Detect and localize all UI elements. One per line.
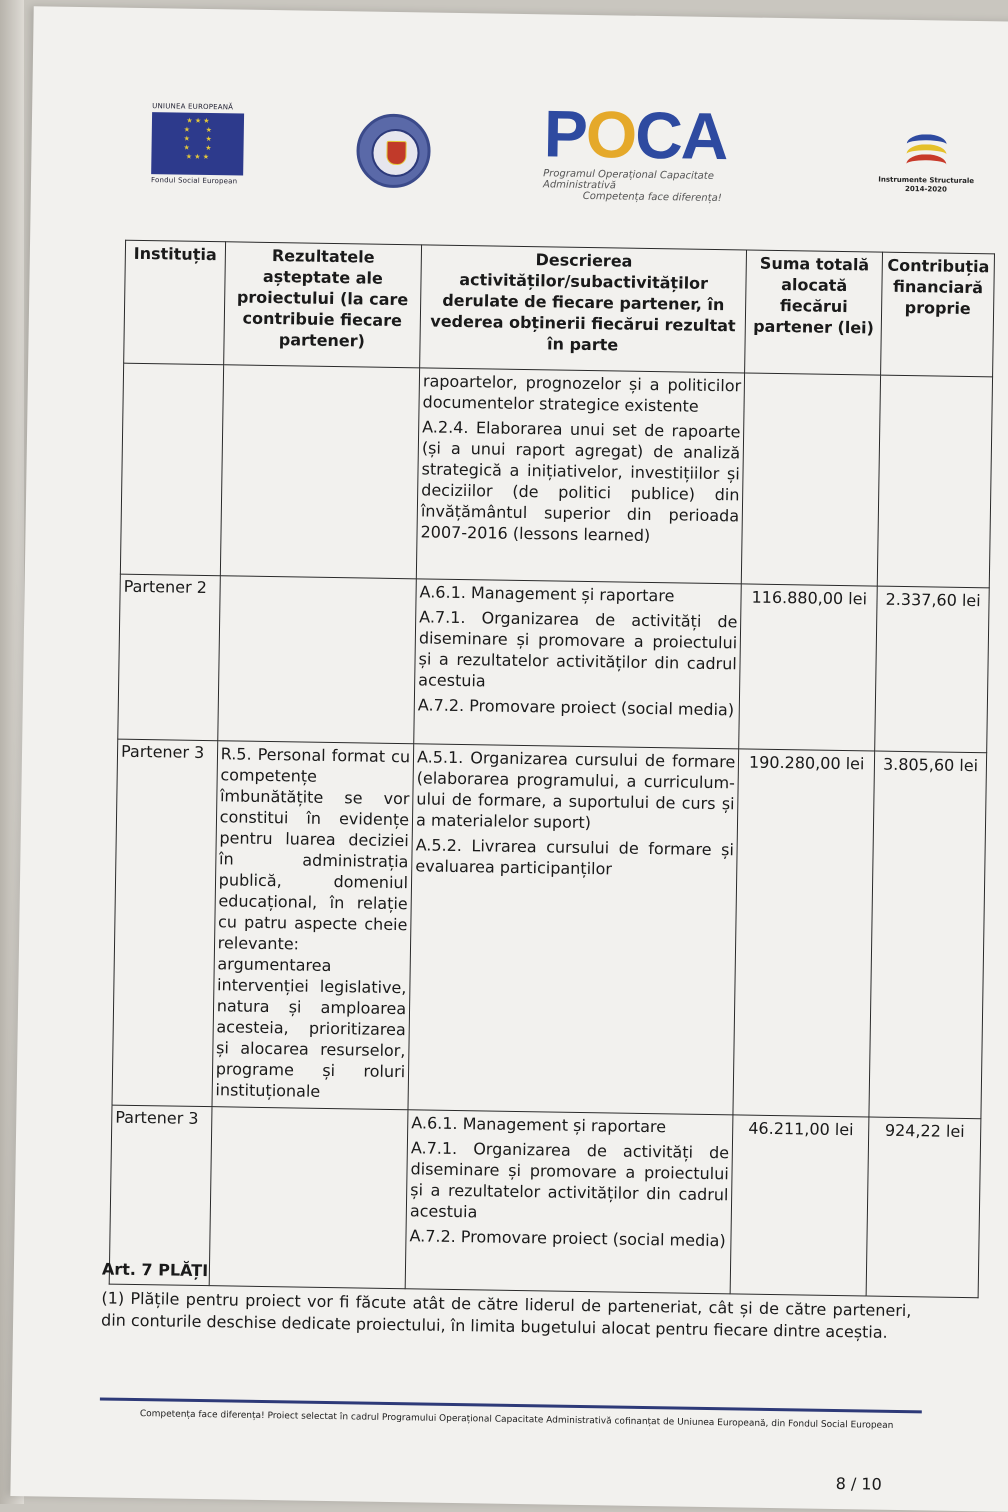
eu-logo	[151, 102, 250, 186]
activity-item: A.7.1. Organizarea de activități de diseminare și promovare a proiectului și a rezultatelor activităților din cadrul acestuia	[418, 607, 738, 691]
cell-result	[209, 1107, 408, 1289]
table-row	[120, 363, 992, 588]
poca-motto: Competența face diferența!	[582, 190, 722, 205]
activity-item: A.6.1. Management și raportare	[419, 582, 675, 606]
structural-instruments-logo	[871, 129, 982, 195]
cell-activities	[416, 368, 745, 584]
header-total-sum: Suma totală alocată fiecărui partener (lei)	[745, 250, 883, 375]
cell-result	[212, 741, 414, 1110]
article-paragraph: (1) Plățile pentru proiect vor fi făcute atât de către liderul de parteneriat, cât și de către parteneri, din conturile deschise dedicate proiectului, în limita bugetului alocat pentru fiecare dintre aceștia.	[100, 1288, 912, 1342]
result-text: R.5. Personal format cu competențe îmbunătățite se vor constitui în evidențe pentru luarea deciziei în administrația publică, domeniul educațional, în relație cu patru aspecte cheie relevante: argumentarea intervenției legislative, natura și amploarea acesteia, prioritizarea și alocarea resurselor, programe și roluri instituționale	[215, 744, 411, 1101]
table-header-row	[124, 240, 995, 377]
page-number: 8 / 10	[835, 1474, 882, 1494]
cell-activities	[408, 744, 739, 1115]
document-page	[10, 6, 1008, 1512]
activity-item: A.7.2. Promovare proiect (social media)	[409, 1226, 726, 1251]
footer-text: Competența face diferența! Proiect selectat în cadrul Programului Operațional Capacitate Administrativă cofinanțat de Uniunea Europeană, din Fondul Social European	[139, 1409, 894, 1431]
cell-institution: Partener 2	[118, 574, 220, 741]
cell-sum: 190.280,00 lei	[733, 749, 875, 1117]
cell-result	[217, 576, 416, 744]
activity-item: A.5.1. Organizarea cursului de formare (elaborarea programului, a curriculum-ului de formare, a suportului de curs și a materialelor suport)	[415, 747, 736, 833]
cell-institution: Partener 3	[109, 1105, 211, 1286]
is-years: 2014-2020	[905, 184, 947, 194]
cell-sum: 46.211,00 lei	[730, 1115, 869, 1296]
activity-item: A.6.1. Management și raportare	[411, 1113, 667, 1137]
cell-result	[220, 365, 420, 579]
table-row	[118, 574, 989, 753]
is-label: Instrumente Structurale	[878, 175, 975, 186]
table-row	[109, 1105, 981, 1298]
cell-institution	[120, 363, 223, 576]
activity-item: A.7.1. Organizarea de activități de diseminare și promovare a proiectului și a rezultatelor activităților din cadrul acestuia	[409, 1138, 730, 1222]
header-results: Rezultatele așteptate ale proiectului (la care contribuie fiecare partener)	[223, 242, 421, 368]
cell-contribution	[877, 375, 992, 588]
partners-budget-table	[109, 240, 995, 1299]
poca-wordmark: POCA	[543, 96, 728, 174]
cell-sum: 116.880,00 lei	[739, 584, 878, 751]
cell-contribution: 2.337,60 lei	[875, 586, 989, 753]
cell-activities	[405, 1110, 733, 1294]
poca-logo	[542, 96, 775, 205]
article-title: Art. 7 PLĂȚI	[101, 1259, 209, 1281]
eu-label: UNIUNEA EUROPEANĂ	[152, 102, 234, 112]
cell-contribution: 3.805,60 lei	[869, 751, 987, 1119]
activity-item: rapoartelor, prognozelor și a politicilor documentelor strategice existente	[422, 371, 742, 416]
header-description: Descrierea activităților/subactivităților derulate de fiecare partener, în vederea obținerii fiecărui rezultat în parte	[420, 245, 747, 373]
cell-activities	[414, 579, 742, 749]
eu-fund-label: Fondul Social European	[150, 176, 238, 186]
activity-item: A.7.2. Promovare proiect (social media)	[417, 695, 735, 720]
tricolor-swoosh-icon	[900, 130, 953, 173]
cell-contribution: 924,22 lei	[866, 1117, 981, 1298]
cell-institution: Partener 3	[112, 739, 217, 1107]
poca-program-name: Programul Operațional Capacitate Administrativă	[542, 168, 714, 192]
activity-item: A.5.2. Livrarea cursului de formare și evaluarea participanților	[415, 835, 735, 879]
table-row	[112, 739, 987, 1119]
cell-sum	[742, 373, 881, 586]
eu-flag-icon: ★ ★ ★ ★ ★ ★ ★ ★ ★ ★ ★ ★	[151, 112, 244, 175]
coat-of-arms-icon	[386, 141, 406, 165]
government-seal-icon	[356, 113, 431, 188]
activity-item: A.2.4. Elaborarea unui set de rapoarte (și a unui raport agregat) de analiză strategică a inițiativelor, investițiilor și deciziilor (de politici publice) din învățământul superior din perioada 2007-2016 (lessons learned)	[420, 417, 741, 545]
header-own-contribution: Contribuția financiară proprie	[881, 252, 995, 377]
header-institution: Instituția	[124, 240, 226, 365]
